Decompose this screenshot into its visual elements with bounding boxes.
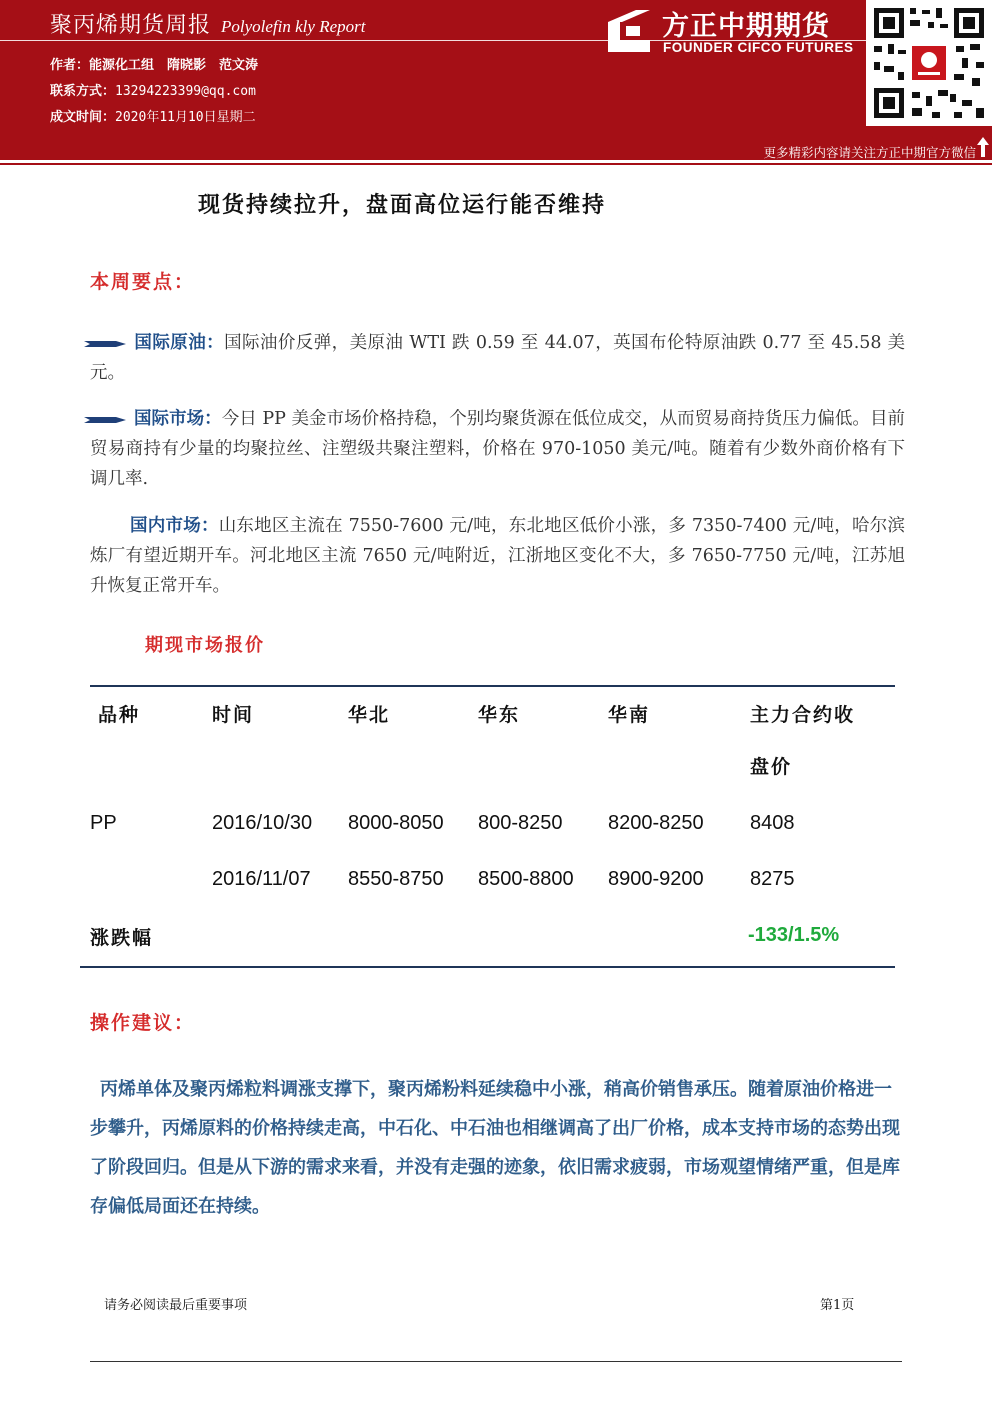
table-cell-south: 8200-8250 — [608, 812, 704, 834]
change-label: 涨跌幅 — [90, 927, 154, 949]
intl-crude-text: 国际油价反弹，美原油 WTI 跌 0.59 至 44.07，英国布伦特原油跌 0.77 至 45.58 美元。 — [90, 333, 906, 383]
up-arrow-icon — [976, 136, 990, 158]
author-value: 能源化工组 隋晓影 范文涛 — [89, 58, 259, 73]
table-cell-south: 8900-9200 — [608, 868, 704, 890]
intl-market-text: 今日 PP 美金市场价格持稳，个别均聚货源在低位成交，从而贸易商持货压力偏低。目前贸易商持有少量的均聚拉丝、注塑级共聚注塑料，价格在 970-1050 美元/吨。随着有少数外商价格有下调几率. — [90, 409, 905, 489]
domestic-label: 国内市场： — [130, 516, 219, 536]
th-south: 华南 — [608, 704, 651, 726]
author-label: 作者： — [50, 58, 90, 73]
author-line — [50, 54, 258, 73]
table-cell-product: PP — [90, 812, 117, 834]
table-cell-east: 800-8250 — [478, 812, 563, 834]
logo-text-cn: 方正中期期货 — [662, 11, 830, 42]
table-cell-close: 8408 — [750, 812, 795, 834]
th-east: 华东 — [478, 704, 521, 726]
intl-market-paragraph — [90, 404, 905, 494]
table-cell-close: 8275 — [750, 868, 795, 890]
section-advice: 操作建议： — [90, 1012, 196, 1034]
advice-paragraph: 丙烯单体及聚丙烯粒料调涨支撑下，聚丙烯粉料延续稳中小涨，稍高价销售承压。随着原油价格进一步攀升，丙烯原料的价格持续走高，中石化、中石油也相继调高了出厂价格，成本支持市场的态势出现了阶段回归。但是从下游的需求来看，并没有走强的迹象，依旧需求疲弱，市场观望情绪严重，但是库存偏低局面还在持续。 — [90, 1079, 900, 1217]
intl-crude-paragraph — [90, 328, 905, 388]
report-title-en: Polyolefin kly Report — [221, 17, 366, 36]
table-cell-date: 2016/11/07 — [212, 868, 311, 890]
arrow-bullet-icon — [84, 339, 126, 349]
th-close-price: 盘价 — [750, 756, 793, 778]
report-header — [0, 0, 992, 160]
arrow-bullet-icon — [84, 415, 126, 425]
contact-label: 联系方式： — [50, 84, 116, 99]
date-line — [50, 106, 256, 125]
wechat-qr-code[interactable] — [866, 0, 992, 126]
company-logo — [606, 6, 861, 62]
table-cell-north: 8000-8050 — [348, 812, 444, 834]
contact-email[interactable]: 13294223399@qq.com — [115, 84, 256, 99]
table-top-rule — [90, 685, 895, 687]
header-bottom-rule — [0, 163, 992, 165]
wechat-follow-note: 更多精彩内容请关注方正中期官方微信 — [763, 145, 976, 160]
section-quotes: 期现市场报价 — [145, 635, 265, 656]
table-cell-north: 8550-8750 — [348, 868, 444, 890]
contact-line — [50, 80, 256, 99]
intl-crude-label: 国际原油： — [134, 333, 225, 353]
footer-rule — [90, 1361, 902, 1362]
report-title-cn: 聚丙烯期货周报 — [50, 13, 212, 38]
founder-logo-icon — [606, 8, 652, 54]
change-value: -133/1.5% — [748, 924, 840, 946]
intl-market-label: 国际市场： — [134, 409, 222, 429]
table-bottom-rule — [80, 966, 895, 968]
date-label: 成文时间： — [50, 110, 116, 125]
logo-text-en: FOUNDER CIFCO FUTURES — [663, 40, 854, 55]
date-value: 2020年11月10日星期二 — [115, 110, 256, 125]
domestic-text: 山东地区主流在 7550-7600 元/吨，东北地区低价小涨，多 7350-7400 元/吨，哈尔滨炼厂有望近期开车。河北地区主流 7650 元/吨附近，江浙地区变化不大，多 7650-7750 元/吨，江苏旭升恢复正常开车。 — [90, 516, 906, 596]
th-north: 华北 — [348, 704, 391, 726]
th-product: 品种 — [98, 704, 141, 726]
page-number: 第1页 — [820, 1298, 855, 1313]
report-title — [50, 8, 365, 39]
table-cell-date: 2016/10/30 — [212, 812, 313, 834]
document-title: 现货持续拉升，盘面高位运行能否维持 — [198, 192, 607, 218]
section-key-points: 本周要点： — [90, 271, 196, 293]
footer-note: 请务必阅读最后重要事项 — [104, 1298, 248, 1313]
th-date: 时间 — [212, 704, 255, 726]
domestic-paragraph — [90, 511, 905, 601]
th-main-contract: 主力合约收 — [750, 704, 856, 726]
table-cell-east: 8500-8800 — [478, 868, 574, 890]
